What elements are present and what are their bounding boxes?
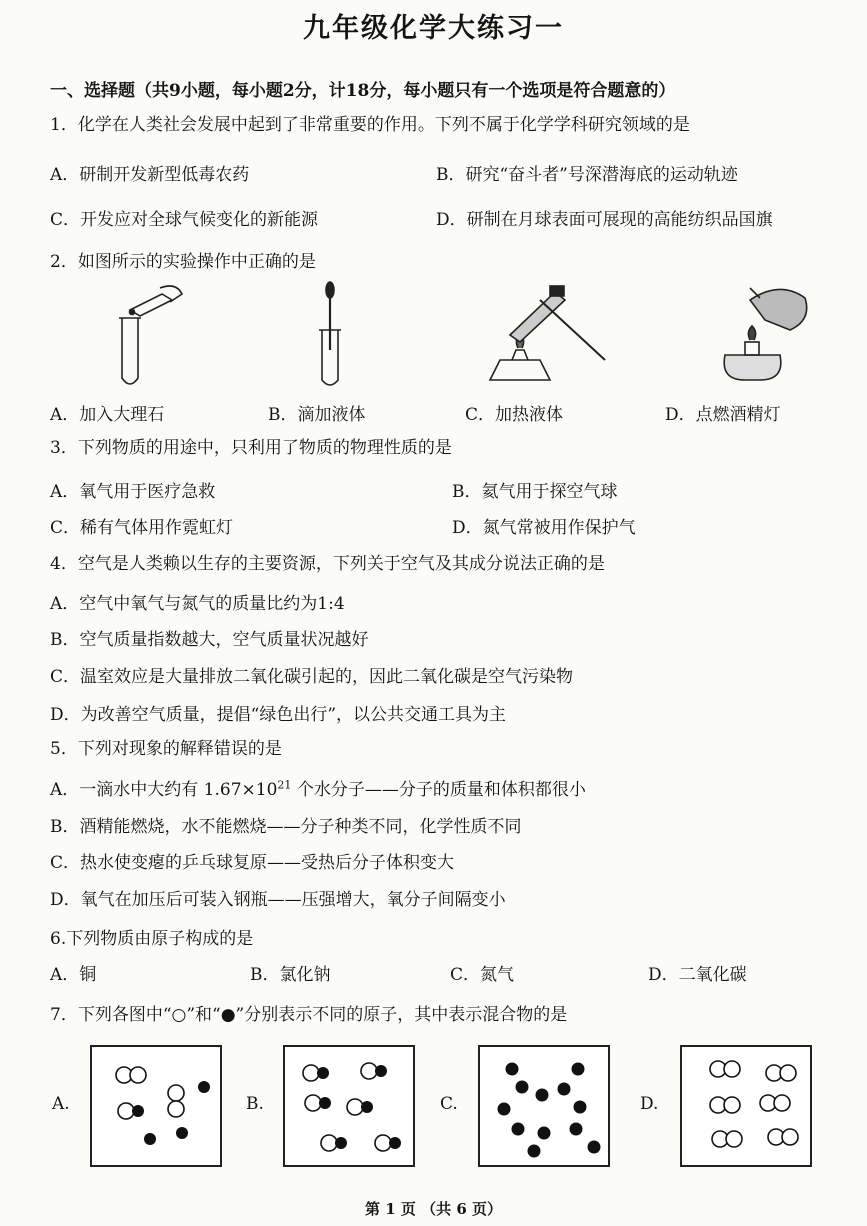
lab-apparatus-figure [100, 280, 840, 390]
q2-option-b: B．滴加液体 [268, 405, 366, 425]
q3-option-d: D．氮气常被用作保护气 [452, 518, 636, 538]
q7-diagram-d [680, 1045, 812, 1167]
q7-diagram-c [478, 1045, 610, 1167]
q2-option-c: C．加热液体 [465, 405, 564, 425]
q1-stem: 1．化学在人类社会发展中起到了非常重要的作用。下列不属于化学学科研究领域的是 [50, 115, 690, 135]
q5-option-a-post: 个水分子——分子的质量和体积都很小 [291, 780, 586, 800]
q4-option-c: C．温室效应是大量排放二氧化碳引起的，因此二氧化碳是空气污染物 [50, 667, 574, 687]
q6-option-a: A．铜 [50, 965, 97, 985]
heating-liquid-icon [490, 286, 605, 380]
q7-diagram-b [283, 1045, 415, 1167]
q3-option-b: B．氦气用于探空气球 [452, 482, 618, 502]
q7-option-c-label: C. [440, 1094, 458, 1114]
q1-option-d: D．研制在月球表面可展现的高能纺织品国旗 [436, 210, 773, 230]
q4-option-d: D．为改善空气质量，提倡“绿色出行”，以公共交通工具为主 [50, 705, 507, 725]
q4-stem: 4．空气是人类赖以生存的主要资源，下列关于空气及其成分说法正确的是 [50, 554, 605, 574]
q5-option-c: C．热水使变瘪的乒乓球复原——受热后分子体积变大 [50, 853, 455, 873]
q5-option-a-pre: A．一滴水中大约有 1.67×10 [50, 780, 278, 800]
q2-stem: 2．如图所示的实验操作中正确的是 [50, 252, 316, 272]
q6-option-d: D．二氧化碳 [648, 965, 747, 985]
q4-option-a: A．空气中氧气与氮气的质量比约为1:4 [50, 594, 345, 614]
q5-stem: 5．下列对现象的解释错误的是 [50, 739, 282, 759]
q7-option-a-label: A. [52, 1094, 70, 1114]
q7-option-d-label: D. [640, 1094, 659, 1114]
q1-option-c: C．开发应对全球气候变化的新能源 [50, 210, 319, 230]
test-tube-add-marble-icon [119, 286, 182, 384]
q2-option-d: D．点燃酒精灯 [665, 405, 781, 425]
q6-option-c: C．氮气 [450, 965, 515, 985]
q3-option-c: C．稀有气体用作霓虹灯 [50, 518, 234, 538]
q2-option-a: A．加入大理石 [50, 405, 165, 425]
q1-option-b: B．研究“奋斗者”号深潜海底的运动轨迹 [436, 165, 738, 185]
alcohol-lamp-icon [724, 288, 807, 380]
q7-stem: 7．下列各图中“○”和“●”分别表示不同的原子，其中表示混合物的是 [50, 1005, 568, 1025]
q1-option-a: A．研制开发新型低毒农药 [50, 165, 250, 185]
q5-option-a-exponent: 21 [277, 778, 292, 792]
section-heading: 一、选择题（共9小题，每小题2分，计18分，每小题只有一个选项是符合题意的） [50, 81, 676, 101]
q5-option-a [50, 775, 586, 800]
page-footer: 第 1 页 （共 6 页） [365, 1200, 502, 1218]
q5-option-d: D．氧气在加压后可装入钢瓶——压强增大，氧分子间隔变小 [50, 890, 506, 910]
dropper-test-tube-icon [319, 282, 341, 385]
q6-option-b: B．氯化钠 [250, 965, 331, 985]
page-title: 九年级化学大练习一 [303, 13, 564, 44]
q5-option-b: B．酒精能燃烧，水不能燃烧——分子种类不同，化学性质不同 [50, 817, 522, 837]
q7-option-b-label: B. [246, 1094, 264, 1114]
q3-option-a: A．氧气用于医疗急救 [50, 482, 216, 502]
q7-diagram-a [90, 1045, 222, 1167]
q4-option-b: B．空气质量指数越大，空气质量状况越好 [50, 630, 369, 650]
q6-stem: 6.下列物质由原子构成的是 [50, 929, 254, 949]
q3-stem: 3．下列物质的用途中，只利用了物质的物理性质的是 [50, 438, 452, 458]
